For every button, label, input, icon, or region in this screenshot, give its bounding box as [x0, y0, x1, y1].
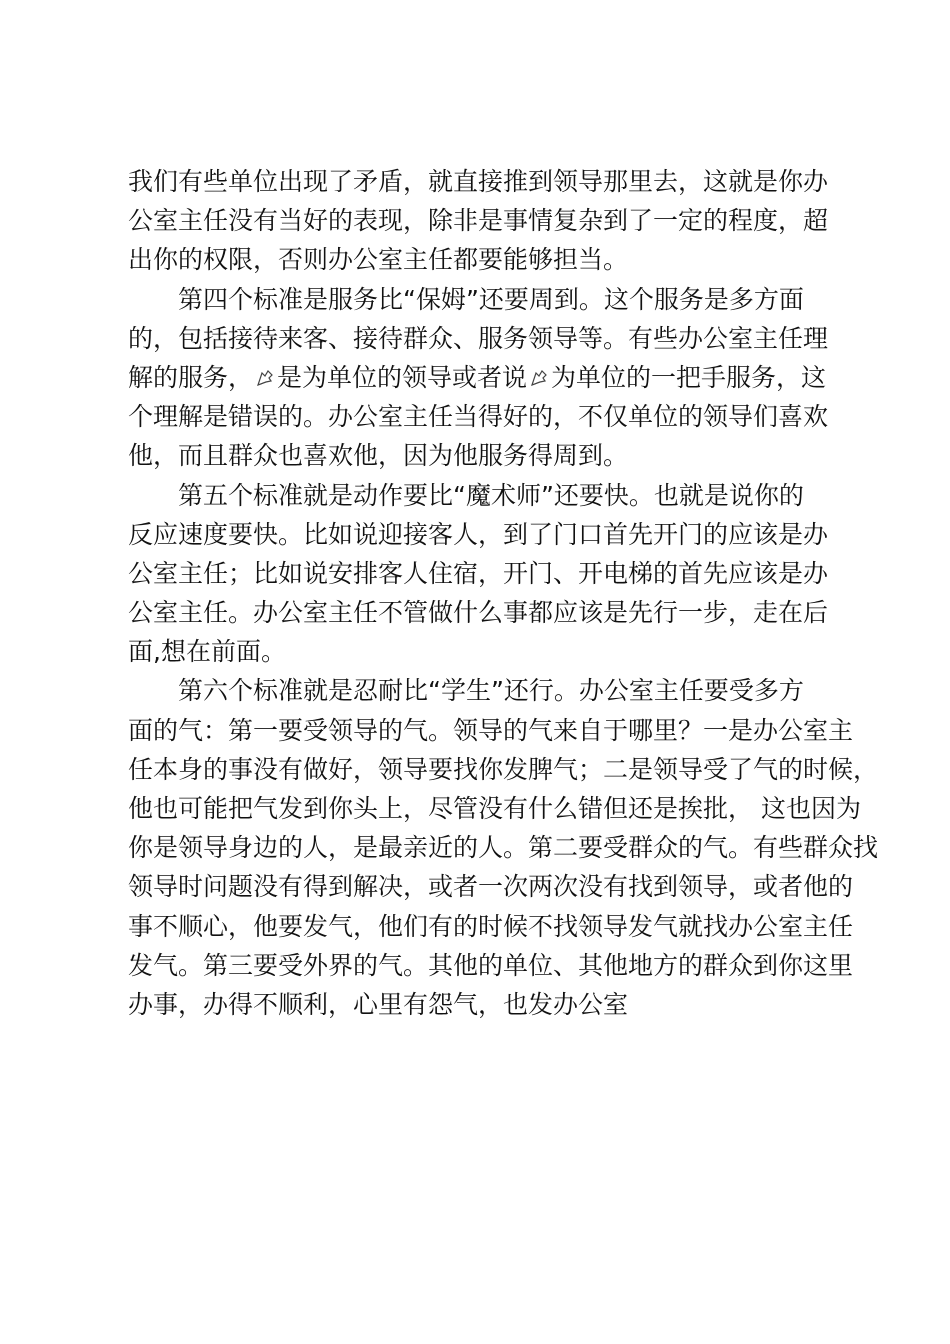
text-line: 公室主任；比如说安排客人住宿，开门、开电梯的首先应该是办 [128, 558, 829, 588]
text-segment: 解的服务， [128, 362, 254, 392]
text-segment: 是为单位的领导或者说 [277, 362, 528, 392]
text-line: 发气。第三要受外界的气。其他的单位、其他地方的群众到你这里 [128, 950, 854, 980]
text-line: 你是领导身边的人，是最亲近的人。第二要受群众的气。有些群众找 [128, 833, 879, 863]
text-line: 他，而且群众也喜欢他，因为他服务得周到。 [128, 441, 629, 471]
text-line: 个理解是错误的。办公室主任当得好的，不仅单位的领导们喜欢 [128, 402, 829, 432]
text-line: 出你的权限，否则办公室主任都要能够担当。 [128, 245, 629, 275]
text-segment: 为单位的一把手服务，这 [551, 362, 827, 392]
text-line: 面,想在前面。 [128, 637, 286, 667]
pencil-glyph-icon [528, 367, 550, 389]
pencil-glyph-icon [254, 367, 276, 389]
text-line: 的，包括接待来客、接待群众、服务领导等。有些办公室主任理 [128, 323, 829, 353]
text-line: 公室主任。办公室主任不管做什么事都应该是先行一步，走在后 [128, 598, 829, 628]
text-line: 反应速度要快。比如说迎接客人，到了门口首先开门的应该是办 [128, 519, 829, 549]
text-line: 我们有些单位出现了矛盾，就直接推到领导那里去，这就是你办 [128, 167, 829, 196]
text-line: 任本身的事没有做好，领导要找你发脾气；二是领导受了气的时候， [128, 754, 879, 784]
text-line: 办事，办得不顺利，心里有怨气，也发办公室 [128, 989, 629, 1019]
text-line: 领导时问题没有得到解决，或者一次两次没有找到领导，或者他的 [128, 872, 854, 902]
paragraph-6-start: 第六个标准就是忍耐比“学生”还行。办公室主任要受多方 [178, 676, 804, 706]
text-line: 他也可能把气发到你头上，尽管没有什么错但还是挨批， 这也因为 [128, 794, 861, 823]
body-text [128, 162, 879, 1024]
paragraph-4-start: 第四个标准是服务比“保姆”还要周到。这个服务是多方面 [178, 284, 804, 314]
paragraph-5-start: 第五个标准就是动作要比“魔术师”还要快。也就是说你的 [178, 480, 804, 510]
text-line: 面的气：第一要受领导的气。领导的气来自于哪里？一是办公室主 [128, 715, 854, 745]
text-line: 公室主任没有当好的表现，除非是事情复杂到了一定的程度，超 [128, 206, 829, 236]
text-line-with-glyphs [128, 358, 840, 397]
text-line: 事不顺心，他要发气，他们有的时候不找领导发气就找办公室主任 [128, 911, 854, 941]
